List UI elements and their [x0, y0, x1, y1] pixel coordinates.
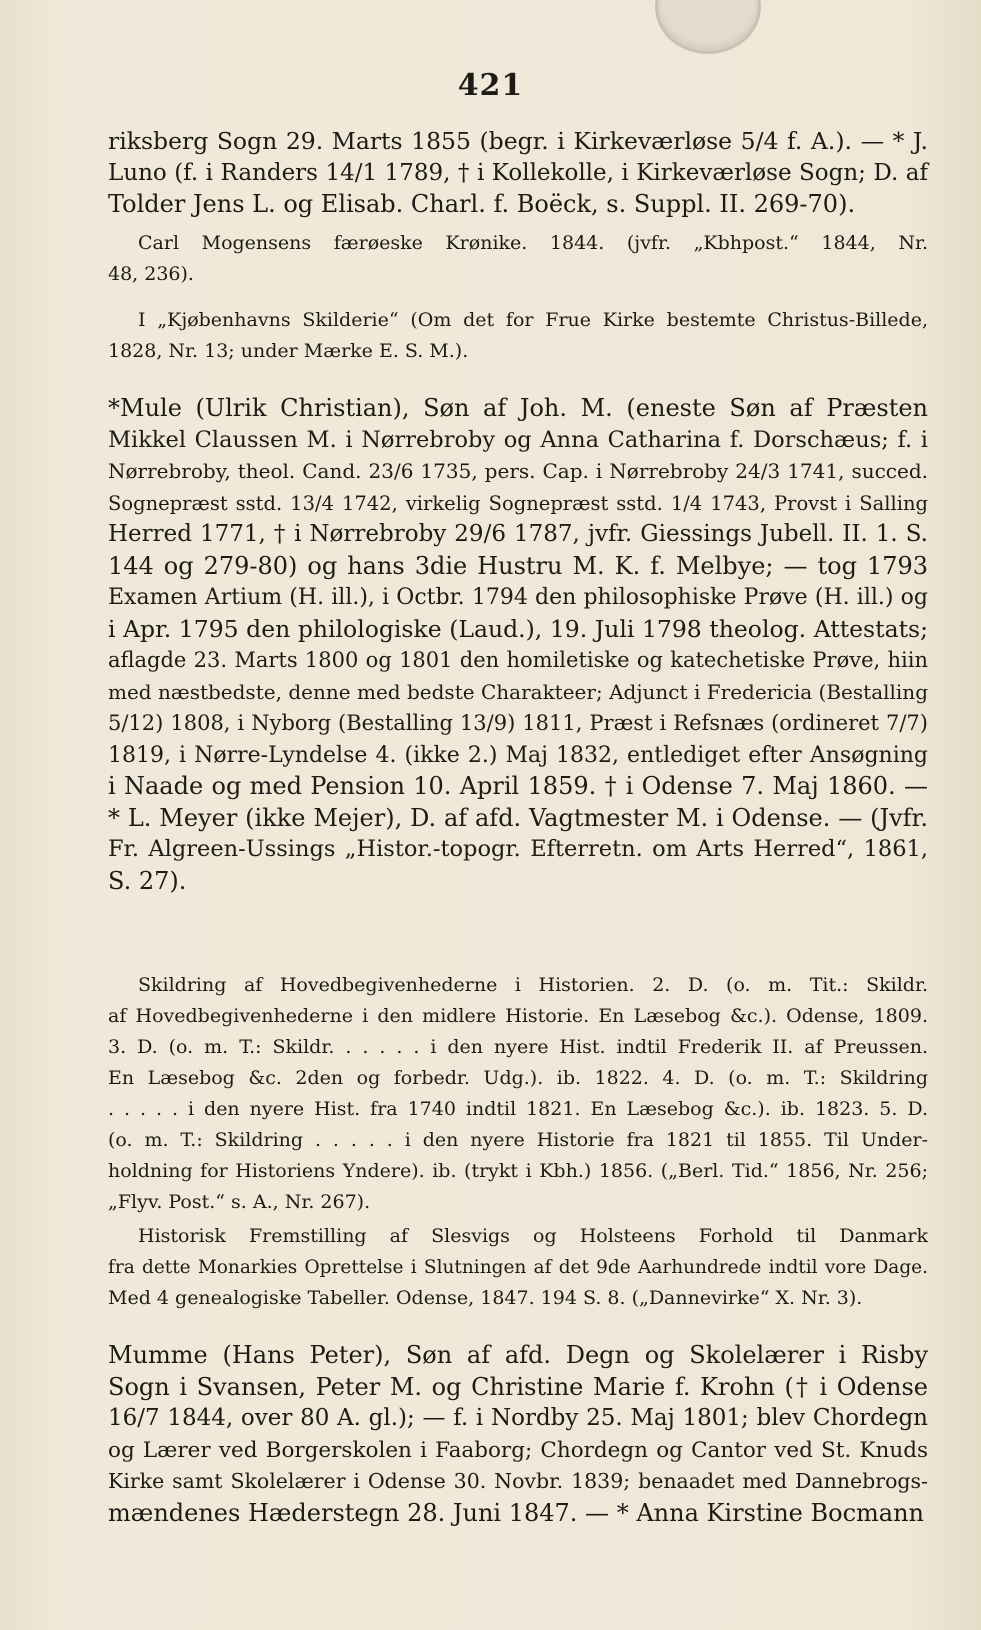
text-line: Sogn i Svansen, Peter M. og Christine Marie f. Krohn († i Odense [108, 1372, 928, 1401]
text-line: af Hovedbegivenhederne i den midlere Historie. En Læsebog &c.). Odense, 1809. [108, 1005, 928, 1027]
text-line: Herred 1771, † i Nørrebroby 29/6 1787, jvfr. Giessings Jubell. II. 1. S. [108, 521, 928, 547]
text-line: med næstbedste, denne med bedste Charakteer; Adjunct i Fredericia (Bestalling [108, 679, 928, 704]
page-number: 421 [457, 68, 524, 103]
text-line: 48, 236). [108, 263, 194, 285]
text-line: 16/7 1844, over 80 A. gl.); — f. i Nordby 25. Maj 1801; blev Chordegn [108, 1405, 928, 1431]
paragraph-b6 [108, 1221, 928, 1314]
text-line: i Apr. 1795 den philologiske (Laud.), 19. Juli 1798 theolog. Attestats; [108, 614, 928, 643]
text-line: I „Kjøbenhavns Skilderie“ (Om det for Frue Kirke bestemte Christus-Billede, [138, 309, 928, 331]
text-line: 3. D. (o. m. T.: Skildr. . . . . . i den nyere Hist. indtil Frederik II. af Preussen. [108, 1036, 928, 1058]
text-line: 144 og 279-80) og hans 3die Hustru M. K. f. Melbye; — tog 1793 [108, 551, 928, 580]
text-line: Mumme (Hans Peter), Søn af afd. Degn og Skolelærer i Risby [108, 1341, 928, 1369]
text-line: og Lærer ved Borgerskolen i Faaborg; Chordegn og Cantor ved St. Knuds [108, 1437, 928, 1463]
text-line: S. 27). [108, 866, 187, 895]
paragraph-b4 [108, 393, 928, 897]
text-line: „Flyv. Post.“ s. A., Nr. 267). [108, 1191, 371, 1213]
text-line: En Læsebog &c. 2den og forbedr. Udg.). ib. 1822. 4. D. (o. m. T.: Skildring [108, 1067, 928, 1089]
text-line: (o. m. T.: Skildring . . . . . i den nyere Historie fra 1821 til 1855. Til Under- [108, 1129, 928, 1151]
text-line: . . . . . i den nyere Hist. fra 1740 indtil 1821. En Læsebog &c.). ib. 1823. 5. D. [108, 1098, 928, 1120]
text-line: Tolder Jens L. og Elisab. Charl. f. Boëck, s. Suppl. II. 269-70). [108, 190, 856, 218]
paragraph-b1 [108, 126, 928, 221]
text-line: Nørrebroby, theol. Cand. 23/6 1735, pers. Cap. i Nørrebroby 24/3 1741, succed. [108, 459, 928, 483]
text-line: fra dette Monarkies Oprettelse i Slutningen af det 9de Aarhundrede indtil vore Dage. [108, 1257, 928, 1278]
paragraph-b2 [108, 228, 928, 290]
text-line: 1819, i Nørre-Lyndelse 4. (ikke 2.) Maj 1832, entlediget efter Ansøgning [108, 742, 928, 768]
text-line: Examen Artium (H. ill.), i Octbr. 1794 den philosophiske Prøve (H. ill.) og [108, 585, 928, 610]
text-line: Sognepræst sstd. 13/4 1742, virkelig Sognepræst sstd. 1/4 1743, Provst i Salling [108, 491, 928, 515]
text-line: * L. Meyer (ikke Mejer), D. af afd. Vagtmester M. i Odense. — (Jvfr. [108, 803, 928, 832]
text-line: riksberg Sogn 29. Marts 1855 (begr. i Kirkeværløse 5/4 f. A.). — * J. [108, 127, 928, 155]
paragraph-b7 [108, 1340, 928, 1529]
paragraph-b3 [108, 305, 928, 367]
text-line: holdning for Historiens Yndere). ib. (trykt i Kbh.) 1856. („Berl. Tid.“ 1856, Nr. 256; [108, 1160, 928, 1182]
text-line: mændenes Hæderstegn 28. Juni 1847. — * Anna Kirstine Bocmann [108, 1498, 925, 1527]
text-line: i Naade og med Pension 10. April 1859. † i Odense 7. Maj 1860. — [108, 772, 928, 800]
text-line: 1828, Nr. 13; under Mærke E. S. M.). [108, 340, 469, 362]
text-line: Luno (f. i Randers 14/1 1789, † i Kollekolle, i Kirkeværløse Sogn; D. af [108, 159, 928, 186]
text-line: Historisk Fremstilling af Slesvigs og Holsteens Forhold til Danmark [138, 1225, 928, 1247]
text-line: Skildring af Hovedbegivenhederne i Historien. 2. D. (o. m. Tit.: Skildr. [138, 974, 928, 996]
text-line: Mikkel Claussen M. i Nørrebroby og Anna Catharina f. Dorschæus; f. i [108, 426, 928, 453]
text-line: *Mule (Ulrik Christian), Søn af Joh. M. (eneste Søn af Præsten [108, 394, 928, 422]
punched-hole [655, 0, 761, 54]
text-line: Carl Mogensens færøeske Krønike. 1844. (jvfr. „Kbhpost.“ 1844, Nr. [138, 232, 928, 254]
text-line: 5/12) 1808, i Nyborg (Bestalling 13/9) 1811, Præst i Refsnæs (ordineret 7/7) [108, 711, 928, 735]
text-line: aflagde 23. Marts 1800 og 1801 den homiletiske og katechetiske Prøve, hiin [108, 648, 928, 672]
text-line: Med 4 genealogiske Tabeller. Odense, 1847. 194 S. 8. („Dannevirke“ X. Nr. 3). [108, 1287, 863, 1309]
paragraph-b5 [108, 970, 928, 1218]
text-line: Kirke samt Skolelærer i Odense 30. Novbr. 1839; benaadet med Dannebrogs- [108, 1469, 928, 1493]
text-line: Fr. Algreen-Ussings „Histor.-topogr. Efterretn. om Arts Herred“, 1861, [108, 836, 928, 862]
